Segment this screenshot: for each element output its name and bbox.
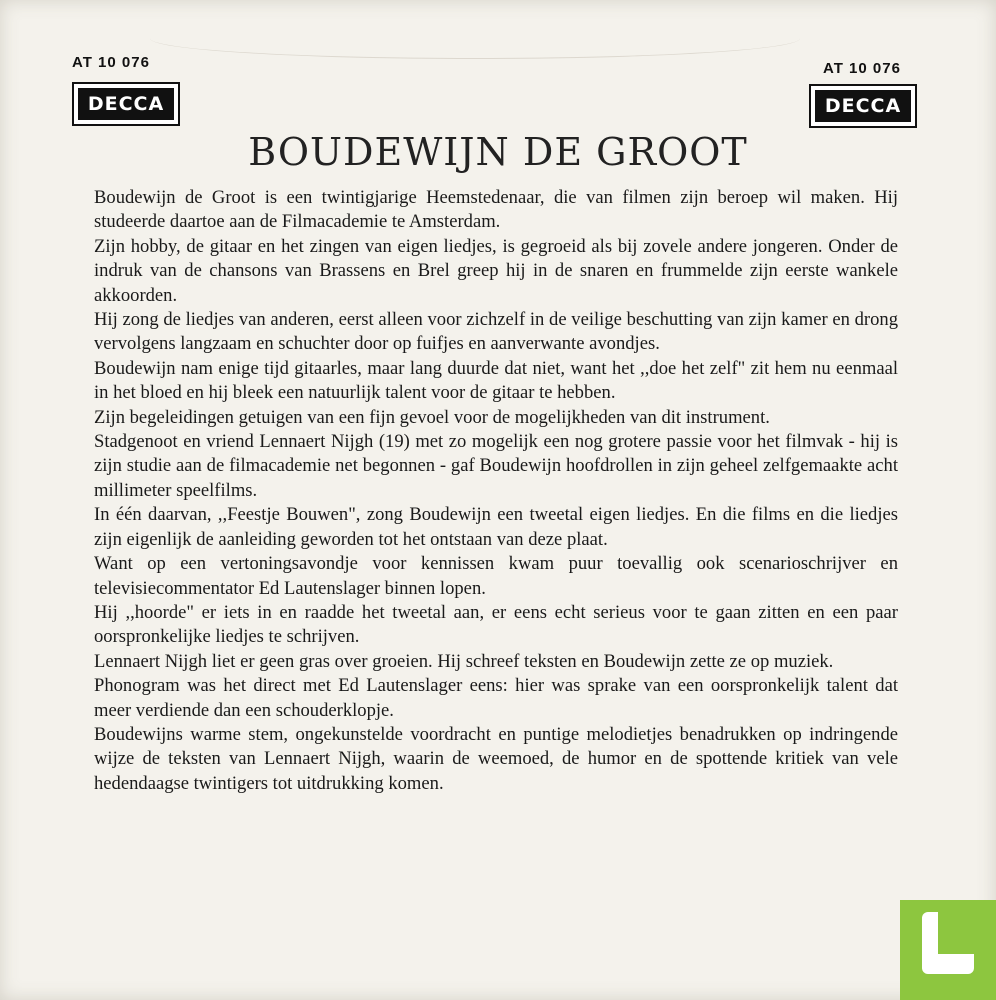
paragraph: Zijn begeleidingen getuigen van een fijn gevoel voor de mogelijkheden van dit instrument. [94,406,770,428]
paper-crease [150,18,800,59]
catalog-number-left: AT 10 076 [72,54,150,71]
paragraph: Lennaert Nijgh liet er geen gras over groeien. Hij schreef teksten en Boudewijn zette ze op muziek. [94,650,834,672]
paragraph: Boudewijns warme stem, ongekunstelde voordracht en puntige melodietjes benadrukken op indringende wijze de teksten van Lennaert Nijgh, waarin de weemoed, de humor en de spottende kritiek van vele hedendaagse twintigers tot uitdrukking komen. [94,723,898,794]
page-title: BOUDEWIJN DE GROOT [248,130,748,174]
paragraph: Boudewijn de Groot is een twintigjarige Heemstedenaar, die van filmen zijn beroep wil maken. Hij studeerde daartoe aan de Filmacademie te Amsterdam. [94,187,898,233]
watermark-logo-notch [938,912,974,954]
decca-logo-left [72,82,180,126]
paragraph: Stadgenoot en vriend Lennaert Nijgh (19) met zo mogelijk een nog grotere passie voor het filmvak - hij is zijn studie aan de filmacademie net begonnen - gaf Boudewijn hoofdrollen in zijn geheel zelfgemaakte acht millimeter speelfilms. [94,431,898,501]
paragraph: Hij zong de liedjes van anderen, eerst alleen voor zichzelf in de veilige beschutting van zijn kamer en drong vervolgens langzaam en schuchter door op fuifjes en aanverwante avondjes. [94,309,898,355]
watermark-logo-icon [900,900,996,1000]
decca-logo-left-text: DECCA [78,88,174,120]
paragraph: In één daarvan, ,,Feestje Bouwen", zong Boudewijn een tweetal eigen liedjes. En die films en die liedjes zijn eigenlijk de aanleiding geworden tot het ontstaan van deze plaat. [94,504,898,550]
decca-logo-right-text: DECCA [815,90,911,122]
paragraph: Phonogram was het direct met Ed Lautenslager eens: hier was sprake van een oorspronkelijk talent dat meer verdiende dan een schouderklopje. [94,675,898,721]
liner-notes [94,186,898,796]
decca-logo-right [809,84,917,128]
paragraph: Boudewijn nam enige tijd gitaarles, maar lang duurde dat niet, want het ,,doe het zelf" zit hem nu eenmaal in het bloed en hij bleek een natuurlijk talent voor de gitaar te hebben. [94,357,898,404]
paragraph: Want op een vertoningsavondje voor kennissen kwam puur toevallig ook scenarioschrijver en televisiecommentator Ed Lautenslager binnen lopen. [94,553,898,599]
paragraph: Hij ,,hoorde" er iets in en raadde het tweetal aan, er eens echt serieus voor te gaan zitten en een paar oorspronkelijke liedjes te schrijven. [94,601,898,648]
paragraph: Zijn hobby, de gitaar en het zingen van eigen liedjes, is gegroeid als bij zovele andere jongeren. Onder de indruk van de chansons van Brassens en Brel greep hij in de snaren en frummelde zijn eerste wankele akkoorden. [94,235,898,306]
catalog-number-right: AT 10 076 [823,60,901,77]
